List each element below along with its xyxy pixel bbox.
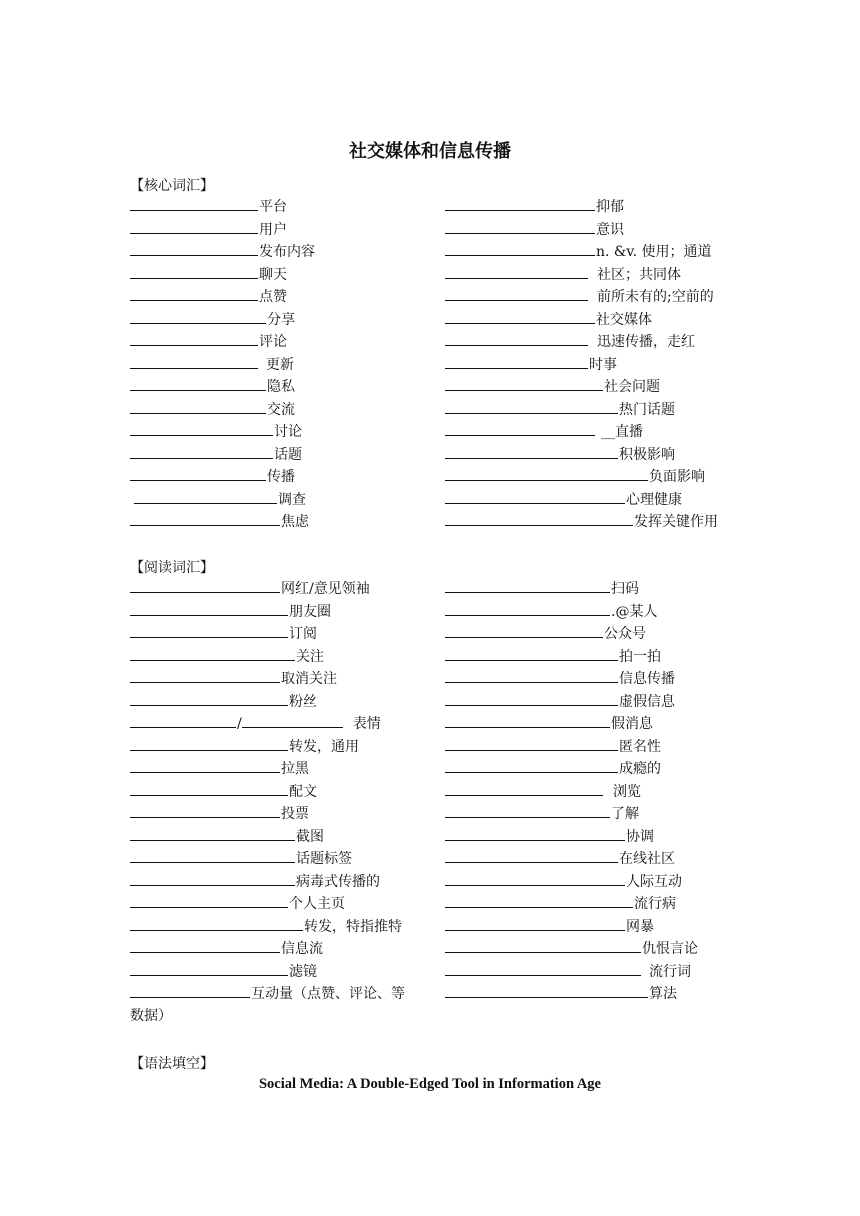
- answer-blank[interactable]: [130, 802, 280, 818]
- vocab-hint: 仇恨言论: [642, 941, 698, 957]
- vocab-item: [445, 263, 718, 286]
- vocab-hint: 匿名性: [619, 738, 661, 755]
- answer-blank[interactable]: [130, 780, 288, 796]
- vocab-hint: 数据）: [130, 1007, 172, 1024]
- vocab-item-continuation: [130, 1005, 405, 1028]
- vocab-hint: 社会问题: [604, 379, 660, 395]
- answer-blank[interactable]: [130, 398, 266, 414]
- answer-blank[interactable]: [445, 937, 641, 953]
- vocab-hint: 协调: [626, 828, 654, 845]
- answer-blank[interactable]: [445, 195, 595, 211]
- core-vocab-left-column: [130, 195, 315, 533]
- vocab-hint: 配文: [289, 783, 317, 800]
- answer-blank[interactable]: [445, 353, 588, 369]
- answer-blank[interactable]: [130, 240, 258, 256]
- answer-blank[interactable]: [130, 330, 258, 346]
- answer-blank[interactable]: [445, 488, 625, 504]
- answer-blank[interactable]: [130, 353, 258, 369]
- answer-blank[interactable]: [134, 488, 277, 504]
- vocab-hint: 社交媒体: [596, 311, 652, 328]
- answer-blank[interactable]: [445, 218, 595, 234]
- vocab-item: [130, 960, 405, 983]
- vocab-hint: 热门话题: [619, 401, 675, 418]
- answer-blank[interactable]: [445, 667, 618, 683]
- vocab-hint: 话题: [274, 446, 302, 463]
- vocab-hint: 积极影响: [619, 446, 675, 463]
- vocab-item: [130, 667, 405, 690]
- vocab-hint: 分享: [267, 311, 295, 328]
- vocab-hint: 滤镜: [289, 963, 317, 980]
- answer-blank[interactable]: [242, 712, 343, 728]
- vocab-hint: 社区；共同体: [597, 266, 681, 283]
- vocab-item: [445, 622, 698, 645]
- vocab-hint: 流行病: [634, 896, 676, 912]
- vocab-hint: 在线社区: [619, 851, 675, 867]
- slash-separator: /: [237, 716, 242, 732]
- grammar-heading: 【语法填空】: [130, 1056, 214, 1072]
- vocab-item: [445, 712, 698, 735]
- answer-blank[interactable]: [130, 667, 280, 683]
- vocab-hint: 虚假信息: [619, 693, 675, 710]
- vocab-item: [445, 667, 698, 690]
- vocab-item: [445, 375, 718, 398]
- vocab-item: [130, 690, 405, 713]
- vocab-hint: 用户: [259, 221, 287, 238]
- vocab-hint: 了解: [611, 806, 639, 822]
- vocab-item: [445, 218, 718, 241]
- vocab-hint: 讨论: [274, 424, 302, 440]
- answer-blank[interactable]: [445, 847, 618, 863]
- vocab-item: [445, 892, 698, 915]
- answer-blank[interactable]: [130, 712, 236, 728]
- vocab-hint: 迅速传播，走红: [597, 334, 695, 350]
- vocab-item: [445, 353, 718, 376]
- answer-blank[interactable]: [445, 398, 618, 414]
- answer-blank[interactable]: [445, 780, 603, 796]
- vocab-item: [445, 690, 698, 713]
- answer-blank[interactable]: [130, 757, 280, 773]
- vocab-hint: 人际互动: [626, 873, 682, 890]
- answer-blank[interactable]: [445, 915, 625, 931]
- vocab-hint: 粉丝: [289, 693, 317, 710]
- vocab-item: [130, 195, 315, 218]
- vocab-item: [130, 398, 315, 421]
- answer-blank[interactable]: [445, 825, 625, 841]
- answer-blank[interactable]: [445, 285, 588, 301]
- vocab-hint: 发布内容: [259, 244, 315, 260]
- vocab-hint: 平台: [259, 199, 287, 215]
- vocab-hint: 更新: [266, 356, 294, 373]
- vocab-hint: 调查: [278, 491, 306, 508]
- vocab-item: [130, 510, 315, 533]
- vocab-item: [445, 960, 698, 983]
- vocab-hint: 发挥关键作用: [634, 514, 718, 530]
- answer-blank[interactable]: [130, 263, 258, 279]
- vocab-item: [130, 420, 315, 443]
- vocab-hint: 交流: [267, 401, 295, 418]
- vocab-hint: 成瘾的: [619, 761, 661, 777]
- answer-blank[interactable]: [130, 510, 280, 526]
- answer-blank[interactable]: [130, 195, 258, 211]
- answer-blank[interactable]: [445, 443, 618, 459]
- answer-blank[interactable]: [130, 892, 288, 908]
- vocab-item: [130, 330, 315, 353]
- answer-blank[interactable]: [130, 915, 303, 931]
- vocab-hint: 抑郁: [596, 199, 624, 215]
- vocab-item: [130, 465, 315, 488]
- answer-blank[interactable]: [445, 622, 603, 638]
- vocab-item: [445, 240, 718, 263]
- answer-blank[interactable]: [130, 937, 280, 953]
- answer-blank[interactable]: [445, 802, 610, 818]
- answer-blank[interactable]: [445, 735, 618, 751]
- vocab-item: [445, 870, 698, 893]
- vocab-hint: 浏览: [613, 783, 641, 800]
- vocab-item: [445, 285, 718, 308]
- vocab-item: [130, 780, 405, 803]
- vocab-hint: 信息流: [281, 941, 323, 957]
- vocab-hint: 心理健康: [626, 491, 682, 508]
- vocab-item: [445, 488, 718, 511]
- answer-blank[interactable]: [130, 735, 288, 751]
- vocab-item: [445, 937, 698, 960]
- vocab-item: [130, 645, 405, 668]
- vocab-item: [445, 982, 698, 1005]
- vocab-item: [130, 825, 405, 848]
- vocab-item: [130, 802, 405, 825]
- answer-blank[interactable]: [130, 218, 258, 234]
- vocab-item: [445, 735, 698, 758]
- answer-blank[interactable]: [445, 870, 625, 886]
- vocab-hint: 公众号: [604, 626, 646, 642]
- vocab-item: [130, 735, 405, 758]
- vocab-hint: 个人主页: [289, 896, 345, 912]
- vocab-hint: 假消息: [611, 716, 653, 732]
- answer-blank[interactable]: [130, 622, 288, 638]
- vocab-item: [130, 915, 405, 938]
- answer-blank[interactable]: [130, 465, 266, 481]
- vocab-hint: __直播: [601, 424, 643, 440]
- vocab-item: [130, 847, 405, 870]
- vocab-item: [130, 892, 405, 915]
- page-title: 社交媒体和信息传播: [349, 141, 511, 162]
- passage-title: Social Media: A Double-Edged Tool in Information Age: [258, 1076, 601, 1092]
- vocab-hint: 意识: [596, 221, 624, 238]
- answer-blank[interactable]: [130, 690, 288, 706]
- vocab-hint: n. &v. 使用；通道: [596, 244, 712, 260]
- answer-blank[interactable]: [130, 308, 266, 324]
- vocab-hint: 取消关注: [281, 671, 337, 687]
- vocab-item: [445, 802, 698, 825]
- vocab-hint: 前所未有的;空前的: [597, 289, 714, 305]
- vocab-hint: 算法: [649, 986, 677, 1002]
- answer-blank[interactable]: [130, 285, 258, 301]
- vocab-hint: 转发，通用: [289, 738, 359, 755]
- vocab-item: [130, 937, 405, 960]
- answer-blank[interactable]: [445, 375, 603, 391]
- vocab-hint: 拍一拍: [619, 648, 661, 665]
- answer-blank[interactable]: [445, 308, 595, 324]
- vocab-hint: 流行词: [649, 963, 691, 980]
- answer-blank[interactable]: [445, 960, 641, 976]
- answer-blank[interactable]: [445, 690, 618, 706]
- answer-blank[interactable]: [130, 600, 288, 616]
- vocab-item: [130, 757, 405, 780]
- vocab-hint: 传播: [267, 469, 295, 485]
- vocab-item: [130, 353, 315, 376]
- vocab-item: [130, 577, 405, 600]
- core-vocab-right-column: [445, 195, 718, 533]
- vocab-hint: 焦虑: [281, 514, 309, 530]
- answer-blank[interactable]: [130, 960, 288, 976]
- vocab-hint: 信息传播: [619, 671, 675, 687]
- answer-blank[interactable]: [445, 420, 595, 436]
- vocab-item: [130, 240, 315, 263]
- answer-blank[interactable]: [130, 825, 295, 841]
- vocab-item: [445, 330, 718, 353]
- reading-vocab-right-column: [445, 577, 698, 1005]
- vocab-item: [130, 443, 315, 466]
- vocab-item: [445, 645, 698, 668]
- vocab-item: [445, 847, 698, 870]
- vocab-hint: 扫码: [611, 581, 639, 597]
- vocab-item: [445, 465, 718, 488]
- vocab-item: [445, 825, 698, 848]
- vocab-item: [130, 622, 405, 645]
- vocab-hint: 隐私: [267, 379, 295, 395]
- vocab-hint: 表情: [352, 716, 381, 732]
- vocab-hint: 截图: [296, 828, 324, 845]
- vocab-item: [445, 443, 718, 466]
- vocab-item: [130, 285, 315, 308]
- answer-blank[interactable]: [445, 712, 610, 728]
- vocab-item: [445, 398, 718, 421]
- answer-blank[interactable]: [445, 892, 633, 908]
- vocab-hint: 投票: [281, 806, 309, 822]
- answer-blank[interactable]: [130, 645, 295, 661]
- vocab-item: [445, 915, 698, 938]
- vocab-item: [445, 600, 698, 623]
- vocab-item: [445, 757, 698, 780]
- vocab-item: [130, 600, 405, 623]
- answer-blank[interactable]: [445, 757, 618, 773]
- vocab-item: [445, 510, 718, 533]
- vocab-item: [130, 488, 315, 511]
- answer-blank[interactable]: [445, 465, 648, 481]
- vocab-item: [445, 577, 698, 600]
- answer-blank[interactable]: [130, 420, 273, 436]
- vocab-hint: 评论: [259, 334, 287, 350]
- vocab-item: [130, 870, 405, 893]
- answer-blank[interactable]: [445, 577, 610, 593]
- answer-blank[interactable]: [445, 645, 618, 661]
- vocab-item: [130, 308, 315, 331]
- vocab-item: [445, 195, 718, 218]
- vocab-item: [130, 218, 315, 241]
- answer-blank[interactable]: [130, 870, 295, 886]
- vocab-hint: 聊天: [259, 266, 287, 283]
- vocab-item: [130, 982, 405, 1005]
- vocab-hint: .@某人: [611, 603, 658, 620]
- vocab-item: [445, 420, 718, 443]
- vocab-hint: 关注: [296, 648, 324, 665]
- answer-blank[interactable]: [130, 847, 295, 863]
- vocab-item: [445, 780, 698, 803]
- reading-vocab-heading: 【阅读词汇】: [130, 560, 214, 576]
- vocab-item: [445, 308, 718, 331]
- answer-blank[interactable]: [445, 600, 610, 616]
- vocab-hint: 互动量（点赞、评论、等: [251, 986, 405, 1002]
- vocab-hint: 朋友圈: [289, 603, 331, 620]
- vocab-item: [130, 263, 315, 286]
- answer-blank[interactable]: [130, 375, 266, 391]
- answer-blank[interactable]: [130, 982, 250, 998]
- vocab-hint: 病毒式传播的: [296, 873, 380, 890]
- vocab-hint: 时事: [589, 356, 617, 373]
- vocab-hint: 点赞: [259, 289, 287, 305]
- answer-blank[interactable]: [130, 443, 273, 459]
- vocab-hint: 网红/意见领袖: [281, 581, 370, 597]
- vocab-hint: 转发，特指推特: [304, 918, 402, 935]
- answer-blank[interactable]: [445, 240, 595, 256]
- vocab-hint: 话题标签: [296, 851, 352, 867]
- answer-blank[interactable]: [445, 982, 648, 998]
- vocab-item: [130, 712, 405, 735]
- answer-blank[interactable]: [130, 577, 280, 593]
- reading-vocab-left-column: [130, 577, 405, 1027]
- vocab-hint: 负面影响: [649, 469, 705, 485]
- answer-blank[interactable]: [445, 510, 633, 526]
- answer-blank[interactable]: [445, 263, 588, 279]
- core-vocab-heading: 【核心词汇】: [130, 178, 214, 194]
- answer-blank[interactable]: [445, 330, 588, 346]
- vocab-hint: 网暴: [626, 918, 654, 935]
- vocab-hint: 订阅: [289, 626, 317, 642]
- vocab-hint: 拉黑: [281, 761, 309, 777]
- vocab-item: [130, 375, 315, 398]
